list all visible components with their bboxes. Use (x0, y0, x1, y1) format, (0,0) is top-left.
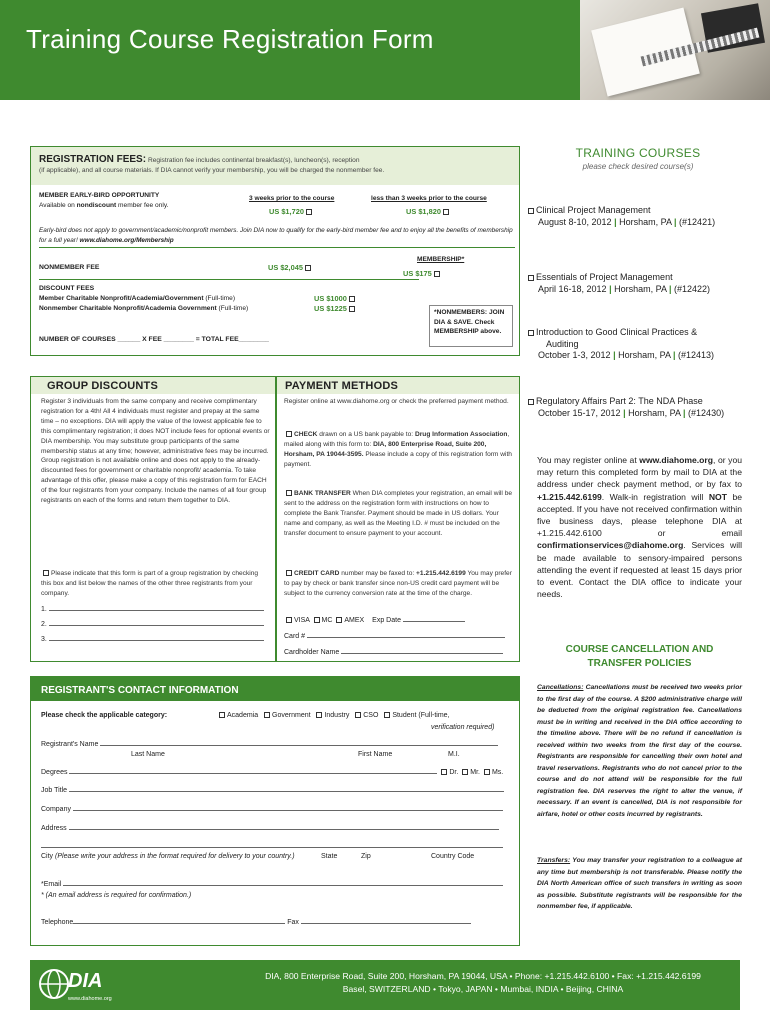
training-title: TRAINING COURSES (575, 146, 701, 160)
payment-methods-box (276, 376, 520, 662)
last-name-caption: Last Name (131, 751, 165, 758)
address-row[interactable]: Address (41, 825, 499, 832)
earlybird-note: Early-bird does not apply to government/academic/nonprofit members. Join DIA now to qualify for the early-bird member fee and to enjoy all the benefits of membership for a full year! www.diahome.org/Membership (39, 227, 513, 244)
membership-price[interactable]: US $175 (403, 269, 442, 278)
earlybird-col2-head: less than 3 weeks prior to the course (371, 195, 487, 202)
checkbox-icon[interactable] (286, 431, 292, 437)
contact-title: REGISTRANT'S CONTACT INFORMATION (41, 685, 239, 696)
registrant-name-field (100, 745, 498, 746)
student-note: verification required) (431, 724, 495, 731)
nonmember-note: *NONMEMBERS: JOIN DIA & SAVE. Check MEMBERSHIP above. (429, 305, 513, 347)
discount-1-label: Member Charitable Nonprofit/Academia/Government (Full-time) (39, 295, 236, 302)
transfer-text: Transfers: You may transfer your registration to a colleague at any time but membership is not transferable. Please notify the DIA North American office of such transfers in writing as soon as possible. Substitute registrants will be responsible for the nonmember fee, if applicable. (537, 857, 742, 910)
checkbox-icon[interactable] (528, 208, 534, 214)
exp-date-field[interactable] (403, 621, 465, 622)
earlybird-title: MEMBER EARLY-BIRD OPPORTUNITY (39, 192, 160, 199)
cardholder-row[interactable]: Cardholder Name (284, 649, 503, 656)
address-field (69, 829, 499, 830)
cardholder-field (341, 653, 503, 654)
discount-1-price[interactable]: US $1000 (314, 294, 357, 303)
earlybird-col1-price[interactable]: US $1,720 (269, 207, 314, 216)
logo-text: DIA (68, 970, 103, 992)
mc-checkbox-icon[interactable] (314, 617, 320, 623)
registration-desc-2: (if applicable), and all course materials. If DIA cannot verify your membership, you will be charged the nonmember fee. (39, 167, 385, 174)
footer-bar (30, 960, 740, 1010)
course-4[interactable]: Regulatory Affairs Part 2: The NDA Phase October 15-17, 2012 | Horsham, PA | (#12430) (538, 396, 724, 419)
state-label: State (321, 853, 338, 860)
contact-info-box (30, 676, 520, 946)
registration-fees-box (30, 146, 520, 356)
group-name-3[interactable]: 3. (41, 636, 264, 643)
course-3[interactable]: Introduction to Good Clinical Practices & Auditing October 1-3, 2012 | Horsham, PA | (#12413) (538, 327, 714, 362)
checkbox-icon[interactable] (286, 570, 292, 576)
registration-header (39, 155, 519, 176)
email-row[interactable]: *Email (41, 881, 503, 888)
payment-check: CHECK drawn on a US bank payable to: Drug Information Association, mailed along with this form to: DIA, 800 Enterprise Road, Suite 200, Horsham, PA 19044-3595. Please include a copy of this registration form with payment. (284, 431, 512, 468)
group-title: GROUP DISCOUNTS (47, 380, 158, 392)
category-label: Please check the applicable category: (41, 712, 168, 719)
course-1[interactable]: Clinical Project Management August 8-10, 2012 | Horsham, PA | (#12421) (538, 205, 715, 228)
city-label: City (Please write your address in the format required for delivery to your country.) (41, 853, 295, 860)
email-field (63, 885, 503, 886)
header-banner (0, 0, 710, 100)
company-row[interactable]: Company (41, 806, 503, 813)
checkbox-icon (349, 306, 355, 312)
checkbox-icon (434, 271, 440, 277)
academia-checkbox-icon[interactable] (219, 712, 225, 718)
earlybird-col1-head: 3 weeks prior to the course (249, 195, 335, 202)
industry-checkbox-icon[interactable] (316, 712, 322, 718)
checkbox-icon[interactable] (528, 399, 534, 405)
group-name-1[interactable]: 1. (41, 606, 264, 613)
checkbox-icon (305, 265, 311, 271)
job-title-row[interactable]: Job Title (41, 787, 504, 794)
degrees-row[interactable]: Degrees Dr. Mr. Ms. (41, 769, 504, 776)
logo-url: www.diahome.org (68, 996, 112, 1002)
nonmember-fee-price[interactable]: US $2,045 (268, 263, 313, 272)
dia-logo (38, 966, 138, 1006)
course-2[interactable]: Essentials of Project Management April 16-18, 2012 | Horsham, PA | (#12422) (538, 272, 710, 295)
header-photo (580, 0, 710, 100)
card-type-row: VISA MC AMEX Exp Date (284, 617, 514, 624)
payment-bank-transfer: BANK TRANSFER When DIA completes your registration, an email will be sent to the address on the registration form with instructions on how to complete the Bank Transfer. Payment should be made in US dollars. Your name and company, as well as the Meeting I.D. # must be included on the transfer document to ensure payment to your account. (284, 490, 513, 537)
mr-checkbox-icon[interactable] (462, 769, 468, 775)
checkbox-icon (443, 209, 449, 215)
membership-label: MEMBERSHIP* (417, 256, 465, 263)
nonmember-fee-label: NONMEMBER FEE (39, 264, 100, 271)
payment-title: PAYMENT METHODS (285, 380, 399, 392)
telephone-field (73, 923, 285, 924)
amex-checkbox-icon[interactable] (336, 617, 342, 623)
total-fee-line: NUMBER OF COURSES ______ X FEE ________ = TOTAL FEE________ (39, 336, 269, 343)
discount-2-label: Nonmember Charitable Nonprofit/Academia Government (Full-time) (39, 305, 249, 312)
first-name-caption: First Name (358, 751, 393, 758)
registrant-name-row[interactable]: Registrant's Name (41, 741, 498, 748)
footer-address: DIA, 800 Enterprise Road, Suite 200, Horsham, PA 19044, USA • Phone: +1.215.442.6100 • Fax: +1.215.442.6199 Basel, SWITZERLAND • Tokyo, JAPAN • Mumbai, INDIA • Beijing, CHINA (265, 971, 701, 994)
company-field (73, 810, 503, 811)
registration-desc-1: Registration fee includes continental breakfast(s), luncheon(s), reception (148, 157, 360, 164)
checkbox-icon (306, 209, 312, 215)
checkbox-icon (349, 296, 355, 302)
visa-checkbox-icon[interactable] (286, 617, 292, 623)
checkbox-icon[interactable] (286, 490, 292, 496)
cancellation-title: COURSE CANCELLATION AND TRANSFER POLICIES (565, 644, 714, 669)
online-registration-text: You may register online at www.diahome.org, or you may return this completed form by mail to DIA at the address under check payment method, or by fax to +1.215.442.6199. Walk-in registration will NOT be accepted. If you have not received confirmation within five business days, please telephone DIA at +1.215.442.6100 or email confirmationservices@diahome.org. Services will be made available to sensory-impaired persons attending the event if requested at least 15 days prior to event. Contact the DIA office to indicate your needs. (537, 455, 742, 600)
fax-field (301, 923, 471, 924)
group-name-2[interactable]: 2. (41, 621, 264, 628)
cancellation-text: Cancellations: Cancellations must be received two weeks prior to the first day of the course. A $200 administrative charge will be deducted from the original registration fee. Cancellations must be in writing and received in the DIA office according to the timeline above. There will be no refund if cancellation is received within two weeks from the first day of the course. Registrants are responsible for cancelling their own hotel and travel reservations. Registrants who do not cancel prior to the course and do not attend will be responsible for the full registration fee. DIA reserves the right to alter the venue, if necessary. If an event is cancelled, DIA is not responsible for airfare, hotel or other costs incurred by registrants. (537, 684, 742, 818)
checkbox-icon[interactable] (528, 275, 534, 281)
group-discounts-box (30, 376, 276, 662)
payment-credit-card: CREDIT CARD number may be faxed to: +1.215.442.6199 You may prefer to pay by check or bank transfer since non-US credit card payment will be subject to the currency conversion rate at the time of the charge. (284, 570, 512, 597)
job-title-field (69, 791, 504, 792)
student-checkbox-icon[interactable] (384, 712, 390, 718)
group-paragraph-2: Please indicate that this form is part of a group registration by checking this box and list below the names of the other three registrants from your company. (41, 570, 259, 597)
group-paragraph-1: Register 3 individuals from the same company and receive complimentary registration for a 4th! All 4 individuals must register and prepay at the same time – no exceptions. DIA will apply the value of the lowest applicable fee to this complimentary registration; it does NOT include fees for optional events or DIA membership. You may substitute group participants of the same membership status at any time; however, administrative fees may be incurred. Group registration is not available online and does not apply to the already-discounted fees for government or charitable nonprofit/ academia. To take advantage of this offer, please make a copy of this registration form for EACH of the four registrants from your company. Include the names of all four group registrants on each of the forms and return them together to DIA. (41, 398, 270, 505)
earlybird-col2-price[interactable]: US $1,820 (406, 207, 451, 216)
checkbox-icon[interactable] (528, 330, 534, 336)
mi-caption: M.I. (448, 751, 460, 758)
training-subtitle: please check desired course(s) (582, 162, 694, 171)
payment-intro: Register online at www.diahome.org or check the preferred payment method. (284, 398, 509, 405)
card-number-row[interactable]: Card # (284, 633, 505, 640)
address-line-2[interactable] (41, 847, 503, 848)
discount-title: DISCOUNT FEES (39, 285, 95, 292)
checkbox-icon[interactable] (43, 570, 49, 576)
zip-label: Zip (361, 853, 371, 860)
page-title: Training Course Registration Form (26, 24, 434, 54)
country-label: Country Code (431, 853, 475, 860)
card-number-field (307, 637, 505, 638)
degrees-field (69, 773, 437, 774)
registration-title: REGISTRATION FEES: (39, 154, 147, 165)
training-courses-header (536, 146, 740, 171)
dr-checkbox-icon[interactable] (441, 769, 447, 775)
category-options: Academia Government Industry CSO Student (Full-time, (217, 712, 450, 719)
government-checkbox-icon[interactable] (264, 712, 270, 718)
telephone-row[interactable]: Telephone Fax (41, 919, 471, 926)
cso-checkbox-icon[interactable] (355, 712, 361, 718)
email-note: * (An email address is required for confirmation.) (41, 892, 192, 899)
discount-2-price[interactable]: US $1225 (314, 304, 357, 313)
ms-checkbox-icon[interactable] (484, 769, 490, 775)
earlybird-subtitle: Available on nondiscount member fee only. (39, 202, 169, 209)
